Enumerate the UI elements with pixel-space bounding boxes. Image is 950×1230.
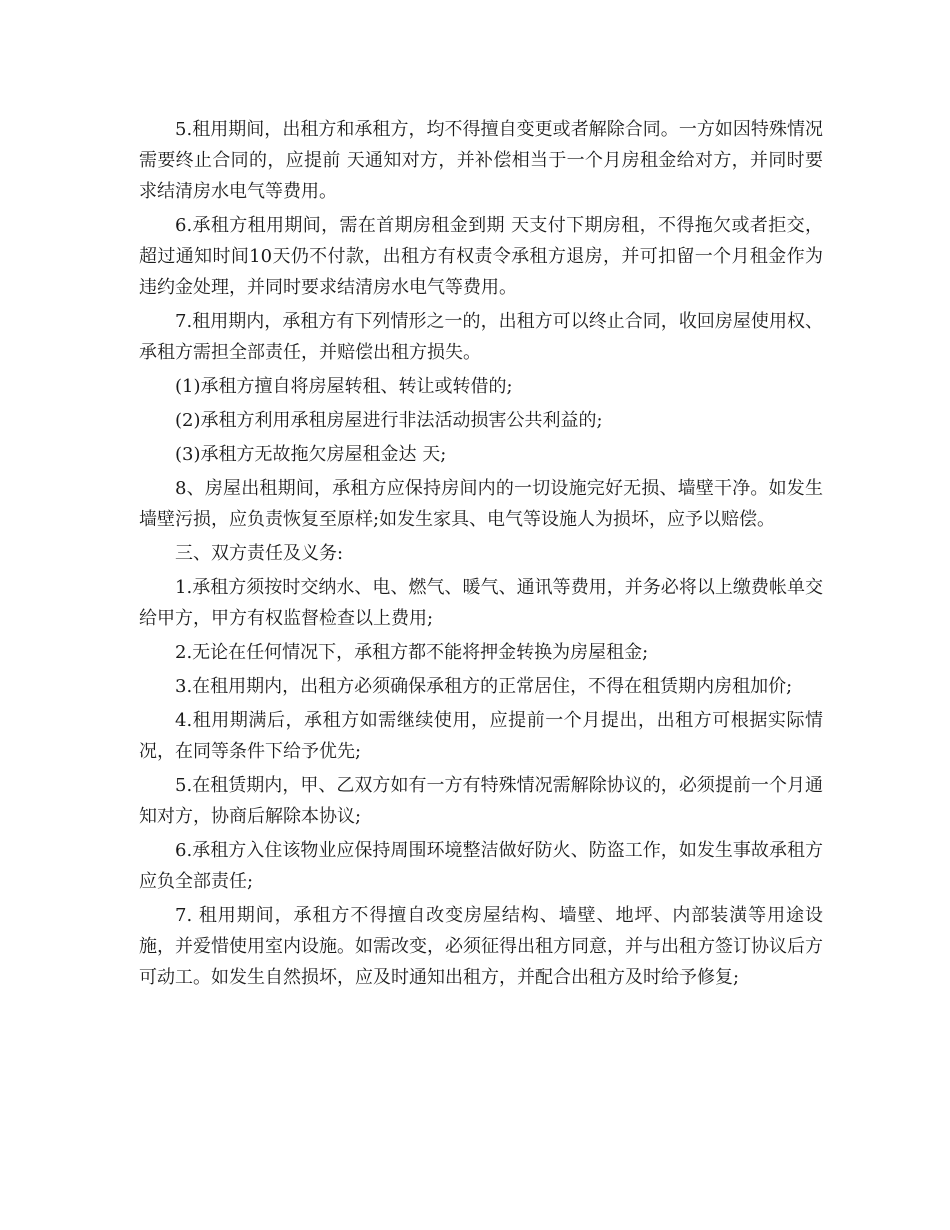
condition-2-illegal-use: (2)承租方利用承租房屋进行非法活动损害公共利益的; (175, 410, 603, 431)
duty-1-utilities: 1.承租方须按时交纳水、电、燃气、暖气、通讯等费用，并务必将以上缴费帐单交给甲方，甲方有权监督检查以上费用; (139, 577, 823, 629)
clause-5-termination: 5.租用期间，出租方和承租方，均不得擅自变更或者解除合同。一方如因特殊情况需要终止合同的，应提前 天通知对方，并补偿相当于一个月房租金给对方，并同时要求结清房水电气等费用。 (139, 119, 823, 202)
section-heading-responsibilities: 三、双方责任及义务: (175, 543, 344, 564)
duty-3-no-increase: 3.在租用期内，出租方必须确保承租方的正常居住，不得在租赁期内房租加价; (175, 676, 793, 697)
clause-6-rent-payment: 6.承租方租用期间，需在首期房租金到期 天支付下期房租，不得拖欠或者拒交，超过通知时间10天仍不付款，出租方有权责令承租方退房，并可扣留一个月租金作为违约金处理，并同时要求结清房水电气等费用。 (139, 215, 823, 298)
duty-7-alterations: 7. 租用期间，承租方不得擅自改变房屋结构、墙壁、地坪、内部装潢等用途设施，并爱惜使用室内设施。如需改变，必须征得出租方同意，并与出租方签订协议后方可动工。如发生自然损坏，应及时通知出租方，并配合出租方及时给予修复; (139, 905, 823, 988)
document-body (139, 114, 823, 996)
duty-6-safety: 6.承租方入住该物业应保持周围环境整洁做好防火、防盗工作，如发生事故承租方应负全部责任; (139, 840, 823, 892)
clause-8-maintenance: 8、房屋出租期间，承租方应保持房间内的一切设施完好无损、墙壁干净。如发生墙壁污损，应负责恢复至原样;如发生家具、电气等设施人为损坏，应予以赔偿。 (139, 478, 823, 530)
condition-3-arrears: (3)承租方无故拖欠房屋租金达 天; (175, 444, 447, 465)
duty-4-renewal: 4.租用期满后，承租方如需继续使用，应提前一个月提出，出租方可根据实际情况，在同等条件下给予优先; (139, 710, 823, 762)
condition-1-sublet: (1)承租方擅自将房屋转租、转让或转借的; (175, 376, 513, 397)
duty-5-early-termination: 5.在租赁期内，甲、乙双方如有一方有特殊情况需解除协议的，必须提前一个月通知对方，协商后解除本协议; (139, 775, 823, 827)
clause-7-termination-conditions: 7.租用期内，承租方有下列情形之一的，出租方可以终止合同，收回房屋使用权、承租方需担全部责任，并赔偿出租方损失。 (139, 311, 823, 363)
duty-2-deposit: 2.无论在任何情况下，承租方都不能将押金转换为房屋租金; (175, 642, 649, 663)
